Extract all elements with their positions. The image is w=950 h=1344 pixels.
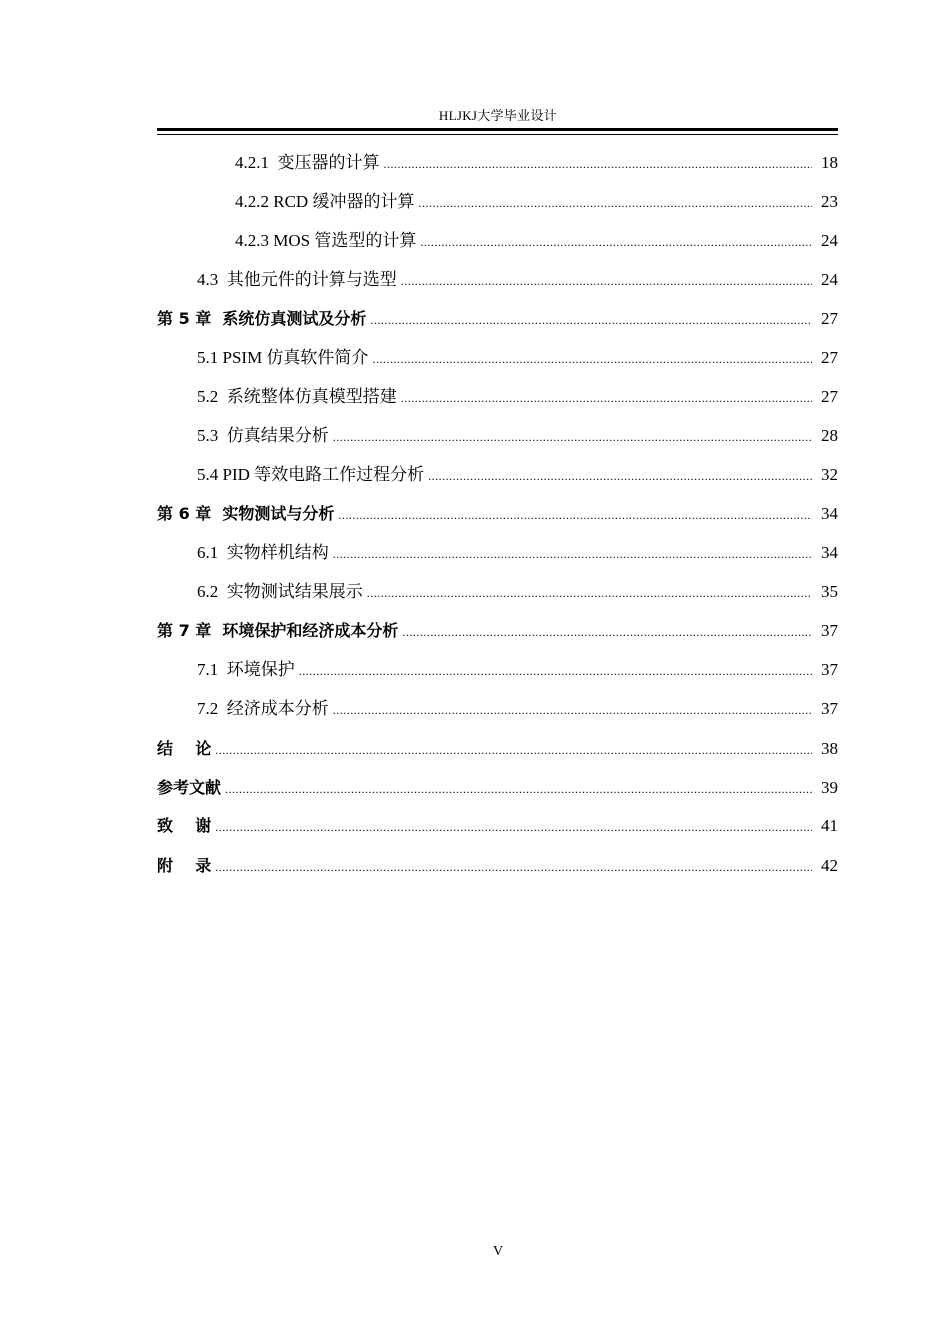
toc-entry-page: 34 (821, 543, 838, 562)
toc-entry-title: 第 5 章 系统仿真测试及分析 (157, 309, 367, 328)
toc-entry-page: 24 (821, 231, 838, 250)
toc-entry-page: 38 (821, 739, 838, 758)
toc-entry-page: 32 (821, 465, 838, 484)
toc-entry[interactable] (157, 412, 838, 446)
toc-chapter-entry[interactable] (157, 842, 838, 876)
toc-entry-page: 18 (821, 153, 838, 172)
toc-entry-page: 27 (821, 309, 838, 328)
toc-leader-dots (338, 508, 812, 524)
header-rule-thick (157, 128, 838, 131)
toc-entry[interactable] (157, 178, 838, 212)
toc-entry-page: 39 (821, 778, 838, 797)
toc-entry[interactable] (157, 646, 838, 680)
toc-entry[interactable] (157, 373, 838, 407)
toc-leader-dots (372, 352, 812, 368)
toc-entry-page: 27 (821, 387, 838, 406)
toc-entry-title: 4.2.1 变压器的计算 (235, 153, 380, 172)
toc-leader-dots (367, 586, 812, 602)
toc-entry-page: 27 (821, 348, 838, 367)
toc-entry-title: 致 谢 (157, 816, 212, 835)
toc-entry-page: 23 (821, 192, 838, 211)
toc-entry-title: 参考文献 (157, 778, 222, 797)
toc-leader-dots (418, 196, 812, 212)
toc-leader-dots (215, 860, 812, 876)
toc-entry[interactable] (157, 256, 838, 290)
toc-leader-dots (215, 820, 812, 836)
toc-leader-dots (428, 469, 812, 485)
toc-chapter-entry[interactable] (157, 802, 838, 836)
toc-chapter-entry[interactable] (157, 725, 838, 759)
toc-chapter-entry[interactable] (157, 295, 838, 329)
toc-entry[interactable] (157, 139, 838, 173)
toc-leader-dots (401, 391, 812, 407)
toc-entry[interactable] (157, 451, 838, 485)
toc-entry-title: 5.4 PID 等效电路工作过程分析 (197, 465, 425, 484)
toc-entry-page: 35 (821, 582, 838, 601)
toc-entry-title: 第 7 章 环境保护和经济成本分析 (157, 621, 399, 640)
toc-entry-title: 第 6 章 实物测试与分析 (157, 504, 335, 523)
toc-entry-title: 附 录 (157, 856, 212, 875)
toc-entry-title: 7.2 经济成本分析 (197, 699, 329, 718)
toc-leader-dots (370, 313, 812, 329)
toc-entry-page: 37 (821, 621, 838, 640)
toc-leader-dots (420, 235, 812, 251)
toc-entry[interactable] (157, 334, 838, 368)
toc-leader-dots (299, 664, 812, 680)
page-number: V (492, 1244, 504, 1259)
toc-leader-dots (333, 547, 812, 563)
toc-entry-page: 41 (821, 816, 838, 835)
toc-entry-title: 6.1 实物样机结构 (197, 543, 329, 562)
toc-entry[interactable] (157, 529, 838, 563)
toc-leader-dots (401, 274, 812, 290)
toc-entry-title: 7.1 环境保护 (197, 660, 295, 679)
toc-chapter-entry[interactable] (157, 490, 838, 524)
toc-entry-page: 24 (821, 270, 838, 289)
toc-chapter-entry[interactable] (157, 607, 838, 641)
toc-entry-title: 5.3 仿真结果分析 (197, 426, 329, 445)
toc-leader-dots (333, 430, 812, 446)
toc-entry-page: 37 (821, 660, 838, 679)
toc-entry[interactable] (157, 568, 838, 602)
toc-chapter-entry[interactable] (157, 764, 838, 798)
toc-leader-dots (402, 625, 812, 641)
toc-entry-title: 5.1 PSIM 仿真软件简介 (197, 348, 369, 367)
toc-entry-title: 6.2 实物测试结果展示 (197, 582, 363, 601)
toc-entry-page: 34 (821, 504, 838, 523)
toc-entry-page: 37 (821, 699, 838, 718)
toc-entry-title: 4.2.3 MOS 管选型的计算 (235, 231, 417, 250)
header-rule-thin (157, 134, 838, 135)
toc-entry-title: 4.2.2 RCD 缓冲器的计算 (235, 192, 415, 211)
toc-leader-dots (215, 743, 812, 759)
toc-entry-title: 4.3 其他元件的计算与选型 (197, 270, 397, 289)
toc-leader-dots (225, 782, 812, 798)
toc-leader-dots (384, 157, 813, 173)
toc-entry[interactable] (157, 685, 838, 719)
toc-leader-dots (333, 703, 812, 719)
toc-entry-page: 28 (821, 426, 838, 445)
toc-entry[interactable] (157, 217, 838, 251)
toc-entry-title: 结 论 (157, 739, 212, 758)
toc-entry-title: 5.2 系统整体仿真模型搭建 (197, 387, 397, 406)
toc-entry-page: 42 (821, 856, 838, 875)
page-header-title: HLJKJ大学毕业设计 (438, 108, 558, 123)
